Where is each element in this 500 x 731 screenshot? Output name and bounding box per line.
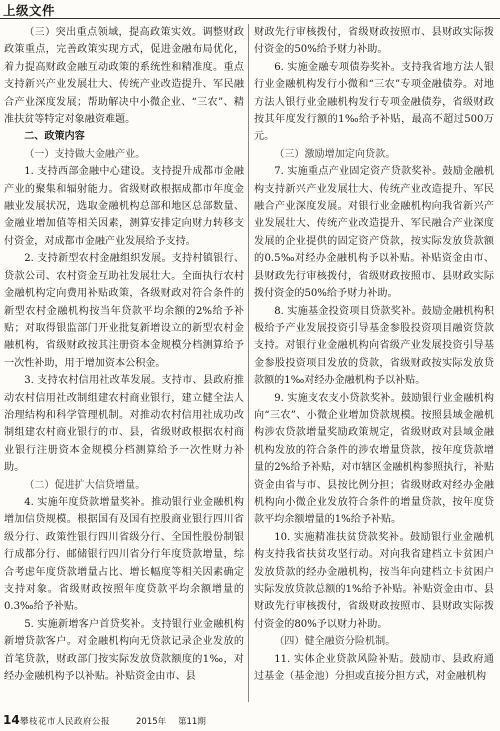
body-paragraph: 4. 实施年度贷款增量奖补。推动银行业金融机构增加信贷规模。根据国有及国有控股商业银行四川省级分行、政策性银行四川省级分行、全国性股份制银行成都分行、邮储银行四川省分行年度贷款增量，综合考虑年度贷款增量占比、增长幅度等相关因素确定支持对象。省级财政按照年度贷款平均余额增量的0.3‰给予补贴。 (4, 496, 244, 613)
column-divider (248, 24, 249, 702)
body-paragraph: 财政先行审核拨付，省级财政按照市、县财政实际拨付资金的50%给予财力补助。 (254, 27, 494, 56)
journal-issue: 第11期 (178, 717, 206, 727)
body-paragraph: 8. 实施基金投资项目贷款奖补。鼓励金融机构积极给予产业发展投资引导基金参股投资项目融资贷款支持。对银行业金融机构向省级产业发展投资引导基金参股投资项目发放的贷款，省级财政按实际发放贷款额的1‰对经办金融机构予以补贴。 (254, 305, 494, 387)
subsection-heading: （二）促进扩大信贷增量。 (24, 479, 146, 491)
body-paragraph: 11. 实体企业贷款风险补贴。鼓励市、县政府通过基金（基金池）分担或直接分担方式，对金融机构 (254, 653, 494, 683)
subsection-heading: （一）支持做大金融产业。 (24, 148, 146, 160)
page-footer (0, 711, 500, 731)
section-heading: 二、政策内容 (24, 131, 85, 143)
subsection-heading: （四）健全融资分险机制。 (274, 636, 396, 648)
body-paragraph: 9. 实施支农支小贷款奖补。鼓励银行业金融机构向“三农”、小微企业增加贷款规模。按照县域金融机构涉农贷款增量奖励政策规定，省级财政对县域金融机构发放的符合条件的涉农增量贷款，按年度贷款增量的2%给予补贴，对市辖区金融机构参照执行，补贴资金由省与市、县按比例分担；省级财政对经办金融机构向小微企业发放符合条件的增量贷款，按年度贷款平均余额增量的1%给予补贴。 (254, 392, 494, 526)
body-paragraph: 10. 实施精准扶贫贷款奖补。鼓励银行业金融机构支持我省扶贫攻坚行动。对向我省建档立卡贫困户发放贷款的经办金融机构，按当年向建档立卡贫困户实际发放贷款总额的1%给予补贴。补贴资金由市、县财政先行审核拨付，省级财政按照市、县财政实际拨付资金的80%予以财力补助。 (254, 531, 494, 630)
left-column (4, 24, 244, 702)
body-paragraph: 1. 支持西部金融中心建设。支持提升成都市金融产业的聚集和辐射能力。省级财政根据成都市年度金融业发展状况，选取金融机构总部和地区总部数量、金融业增加值等相关因素，测算安排定向财力转移支付资金，对成都市金融产业发展给予支持。 (4, 166, 244, 247)
body-paragraph: 3. 支持农村信用社改革发展。支持市、县政府推动农村信用社改制组建农村商业银行，建立健全法人治理结构和科学管理机制。对推动农村信用社成功改制组建农村商业银行的市、县，省级财政根据农村商业银行注册资本金规模分档测算给予一次性财力补助。 (4, 375, 244, 474)
page-number: 14 (3, 713, 20, 727)
page-header (0, 0, 500, 20)
journal-year: 2015年 (136, 717, 167, 727)
right-column (254, 24, 494, 702)
body-paragraph: （三）突出重点领域，提高政策实效。调整财政政策重点，完善政策实现方式，促进金融布局优化，着力提高财政金融互动政策的系统性和精准度。重点支持新兴产业发展壮大、传统产业改造提升、军民融合产业深度发展；帮助解决中小微企业、“三农”、精准扶贫等特定对象融资难题。 (4, 27, 244, 126)
section-title: 上级文件 (3, 3, 56, 18)
subsection-heading: （三）激励增加定向贷款。 (274, 148, 396, 160)
body-paragraph: 7. 实施重点产业固定资产贷款奖补。鼓励金融机构支持新兴产业发展壮大、传统产业改造提升、军民融合产业深度发展。对银行业金融机构向我省新兴产业发展壮大、传统产业改造提升、军民融合产业深度发展的企业提供的固定资产贷款，按实际发放贷款额的0.5‰对经办金融机构予以补贴。补贴资金由市、县财政先行审核拨付，省级财政按照市、县财政实际拨付资金的50%给予财力补助。 (254, 166, 494, 300)
header-rule (0, 18, 500, 19)
body-paragraph: 5. 实施新增客户首贷奖补。支持银行业金融机构新增贷款客户。对金融机构向无贷款记录企业发放的首笔贷款，财政部门按实际发放贷款额度的1‰，对经办金融机构予以补贴。补贴资金由市、县 (4, 618, 244, 683)
journal-name: 攀枝花市人民政府公报 (20, 717, 111, 727)
body-paragraph: 6. 实施金融专项债券奖补。支持我省地方法人银行业金融机构发行小微和“三农”专项金融债券。对地方法人银行业金融机构发行专项金融债券，省级财政按其年度发行额的1‰给予补贴，最高不超过500万元。 (254, 61, 494, 143)
body-paragraph: 2. 支持新型农村金融组织发展。支持村镇银行、贷款公司、农村资金互助社发展壮大。全面执行农村金融机构定向费用补贴政策，各级财政对符合条件的新型农村金融机构按当年贷款平均余额的2%给予补贴；对取得银监部门开业批复新增设立的新型农村金融机构，省级财政按其注册资本金规模分档测算给予一次性补助，用于增加资本公积金。 (4, 253, 244, 369)
